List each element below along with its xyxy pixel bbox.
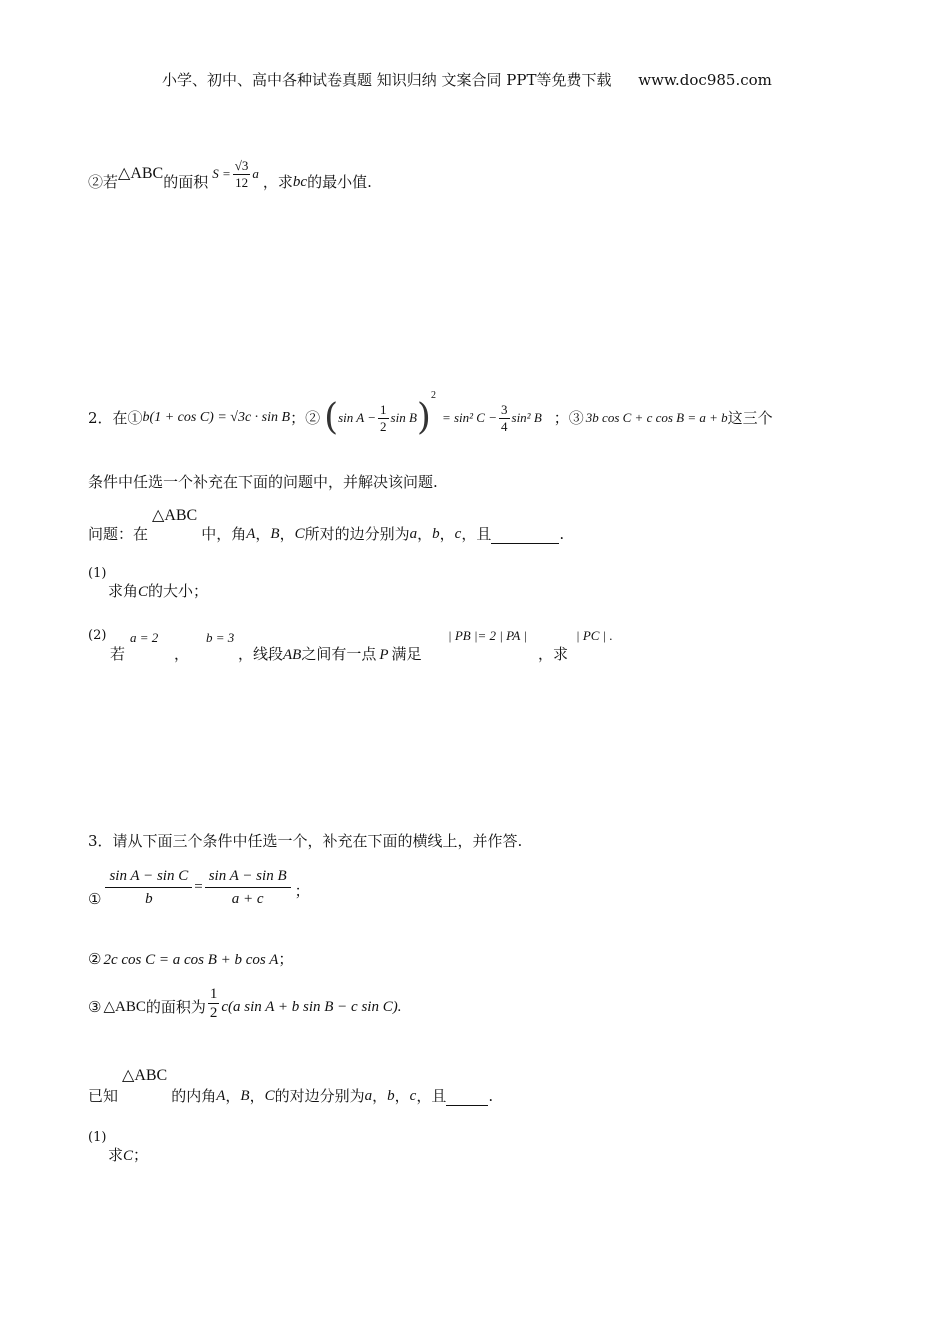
q2-B: B [270, 526, 280, 542]
q2-tail: 这三个 [727, 409, 773, 427]
p1-sqrt3: √3 [234, 157, 249, 173]
q3-cond1 [88, 862, 310, 912]
q3-part1 [88, 1130, 148, 1166]
q3-part1-text [108, 1145, 148, 1166]
q2-seg-label: ，线段 [238, 645, 284, 663]
q3-c3-mark: ③ [88, 998, 102, 1016]
q2-b-eq: b = 3 [206, 630, 235, 645]
q2-comma-2: ， [279, 525, 295, 543]
q3-part1-C: C [123, 1148, 134, 1164]
q2-cond1: b(1 + cos C) = √3c · sin B [142, 410, 291, 425]
q2-P: P [379, 647, 389, 663]
header-text: 小学、初中、高中各种试卷真题 知识归纳 文案合同 PPT等免费下载 [162, 71, 612, 89]
q2-a: a [409, 526, 418, 542]
q2-three-quarters [499, 402, 510, 435]
p1-tail2: 的最小值. [307, 173, 372, 191]
q3-a: a [364, 1088, 373, 1104]
q3-part1-num: (1) [88, 1130, 107, 1145]
q3-c3-half [208, 985, 220, 1022]
q3-c1-frac1 [105, 865, 192, 910]
q2-half [378, 402, 389, 435]
q3-c2-mark: ② [88, 950, 102, 968]
q3-cond2 [88, 949, 293, 970]
q3-part1-pre: 求 [108, 1146, 124, 1164]
q3-c3-expr: c(a sin A + b sin B − c sin C). [221, 999, 402, 1015]
q2-sin2b: sin² B [511, 410, 542, 425]
p1-part2 [88, 152, 372, 212]
q2-rparen: ) [416, 397, 431, 438]
q3-b: b [387, 1088, 395, 1104]
q3-c2-end: ； [278, 950, 294, 968]
q3-known [88, 1066, 493, 1106]
q3-c1-eq: = [194, 879, 203, 895]
q2-line1 [88, 388, 773, 448]
q3-c1-num1: sin A − sin C [105, 865, 192, 888]
q3-c1-den2: a + c [231, 890, 264, 907]
q2-part2-seg [238, 644, 422, 665]
q2-four: 4 [501, 418, 508, 434]
p1-bc: bc [292, 174, 308, 190]
q3-A: A [216, 1088, 226, 1104]
q3-comma-2: ， [249, 1087, 265, 1105]
q2-part2-comma-1: ， [174, 645, 190, 663]
q3-c3-mid: 的面积为 [145, 998, 206, 1016]
q3-part1-end: ； [133, 1146, 149, 1164]
q2-qiu: ，求 [538, 645, 569, 663]
q3-comma-4: ， [394, 1087, 410, 1105]
p1-s-eq: S = [212, 166, 231, 181]
q2-cond3: 3b cos C + c cos B = a + b [585, 410, 728, 425]
q3-B: B [240, 1088, 250, 1104]
q2-pc: | PC | . [576, 628, 613, 643]
q3-period: . [488, 1087, 494, 1105]
q2-half-num: 1 [380, 401, 387, 417]
p1-prefix: ②若 [88, 173, 119, 191]
q2-part1-num: (1) [88, 566, 107, 581]
q2-lparen: ( [324, 397, 339, 438]
q2-b: b [432, 526, 440, 542]
q2-satisfy: 满足 [391, 645, 422, 663]
q2-comma-4: ， [439, 525, 455, 543]
q3-cond3 [88, 985, 401, 1029]
q3-c3-den: 2 [209, 1004, 218, 1021]
q2-problem-body: 中，角 [201, 525, 247, 543]
q2-part1-pre: 求角 [108, 582, 139, 600]
q2-three: 3 [501, 401, 508, 417]
q2-cond2-in: sin A − [338, 410, 377, 425]
q3-lead: 3．请从下面三个条件中任选一个，补充在下面的横线上，并作答. [88, 832, 523, 850]
q2-cond2-in2: sin B [390, 410, 417, 425]
p1-var-a: a [252, 166, 259, 181]
q2-part1-post: 的大小； [148, 582, 209, 600]
q2-part2-ruo: 若 [110, 645, 126, 663]
q3-c2-expr: 2c cos C = a cos B + b cos A [103, 952, 279, 968]
q3-c1-end: ； [294, 882, 310, 900]
q2-sep1: ；② [290, 409, 321, 427]
q2-triangle: △ABC [152, 507, 198, 524]
q2-period: . [559, 525, 565, 543]
q3-c3-num: 1 [209, 985, 218, 1002]
q2-part1-text [108, 581, 208, 602]
q2-problem [88, 504, 564, 544]
q2-half-den: 2 [380, 418, 387, 434]
p1-triangle: △ABC [118, 165, 164, 182]
p1-tail1: ，求 [262, 173, 293, 191]
page-header [162, 70, 772, 90]
q2-between: 之间有一点 [301, 645, 377, 663]
q3-known-pre: 已知 [88, 1087, 119, 1105]
q2-sep2: ；③ [553, 409, 584, 427]
q3-qie: ，且 [416, 1087, 447, 1105]
q3-c: c [409, 1088, 417, 1104]
q3-C: C [264, 1088, 275, 1104]
q2-sides: 所对的边分别为 [304, 525, 410, 543]
q3-known-mid: 的内角 [171, 1087, 217, 1105]
q2-qie: ，且 [461, 525, 492, 543]
p1-12: 12 [235, 174, 249, 190]
q2-line2: 条件中任选一个补充在下面的问题中，并解决该问题. [88, 473, 438, 491]
q2-a-eq: a = 2 [130, 630, 159, 645]
q3-known-sides: 的对边分别为 [274, 1087, 365, 1105]
q3-c1-mark: ① [88, 890, 102, 908]
q3-c1-den1: b [145, 890, 153, 907]
q2-part1-C: C [138, 584, 149, 600]
q3-known-triangle: △ABC [122, 1067, 168, 1084]
header-url: www.doc985.com [638, 71, 772, 89]
q2-c: c [454, 526, 462, 542]
q2-square: 2 [430, 390, 436, 401]
q2-problem-prefix: 问题：在 [88, 525, 149, 543]
q2-fill-blank[interactable] [491, 529, 559, 544]
q3-comma-3: ， [372, 1087, 388, 1105]
q2-cond2-rhs: = sin² C − [441, 410, 498, 425]
q2-comma-3: ， [417, 525, 433, 543]
q2-part1 [88, 566, 208, 602]
q2-A: A [246, 526, 256, 542]
p1-area-label: 的面积 [163, 173, 209, 191]
q2-AB: AB [283, 647, 302, 663]
q3-comma-1: ， [225, 1087, 241, 1105]
q2-C: C [294, 526, 305, 542]
q3-c1-frac2 [205, 865, 291, 910]
q2-pb-pa: | PB |= 2 | PA | [448, 628, 527, 643]
q3-c1-num2: sin A − sin B [205, 865, 291, 888]
q3-fill-blank[interactable] [446, 1091, 488, 1106]
p1-fraction [233, 158, 251, 191]
q2-part2-num: (2) [88, 628, 107, 643]
q2-lead: 2．在① [88, 409, 143, 427]
q3-c3-triangle: △ABC [103, 999, 146, 1015]
q2-comma-1: ， [255, 525, 271, 543]
